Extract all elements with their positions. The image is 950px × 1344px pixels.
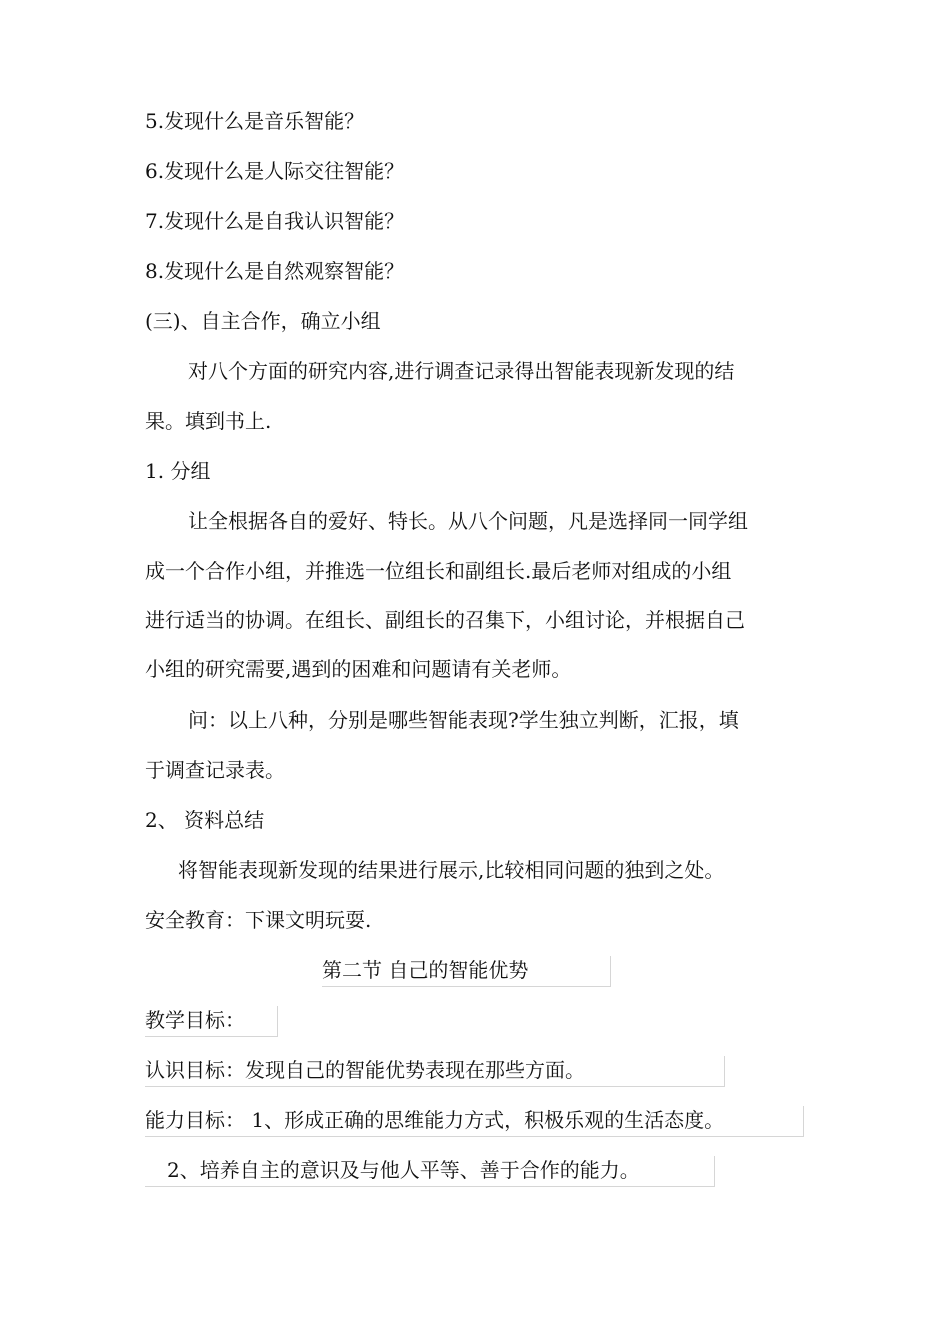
- paragraph-line: 将智能表现新发现的结果进行展示,比较相同问题的独到之处。: [178, 858, 725, 882]
- paragraph-line: 进行适当的协调。在组长、副组长的召集下，小组讨论，并根据自己: [145, 608, 745, 632]
- teaching-goals-heading: 教学目标：: [145, 1006, 278, 1037]
- paragraph-line: 于调查记录表。: [145, 758, 285, 782]
- paragraph-line: 对八个方面的研究内容,进行调查记录得出智能表现新发现的结: [188, 359, 735, 383]
- section3-heading: (三)、自主合作，确立小组: [145, 309, 381, 333]
- paragraph-line: 成一个合作小组，并推选一位组长和副组长.最后老师对组成的小组: [145, 559, 732, 583]
- cognitive-goal: 认识目标：发现自己的智能优势表现在那些方面。: [145, 1056, 725, 1087]
- question-self-awareness: 7.发现什么是自我认识智能？: [145, 209, 405, 233]
- safety-education: 安全教育：下课文明玩耍.: [145, 908, 372, 932]
- step2-heading: 2、 资料总结: [145, 808, 265, 832]
- step1-heading: 1. 分组: [145, 459, 211, 483]
- ability-goal-2: 2、培养自主的意识及与他人平等、善于合作的能力。: [145, 1156, 715, 1187]
- paragraph-line: 果。填到书上.: [145, 409, 272, 433]
- ability-goal-1: 能力目标： 1、形成正确的思维能力方式，积极乐观的生活态度。: [145, 1106, 804, 1137]
- question-interpersonal: 6.发现什么是人际交往智能？: [145, 159, 405, 183]
- question-nature-observation: 8.发现什么是自然观察智能？: [145, 259, 405, 283]
- paragraph-line: 问：以上八种，分别是哪些智能表现?学生独立判断，汇报，填: [188, 708, 739, 732]
- paragraph-line: 让全根据各自的爱好、特长。从八个问题，凡是选择同一同学组: [188, 509, 748, 533]
- question-music: 5.发现什么是音乐智能？: [145, 109, 365, 133]
- paragraph-line: 小组的研究需要,遇到的困难和问题请有关老师。: [145, 657, 572, 681]
- section2-title: 第二节 自己的智能优势: [322, 956, 611, 987]
